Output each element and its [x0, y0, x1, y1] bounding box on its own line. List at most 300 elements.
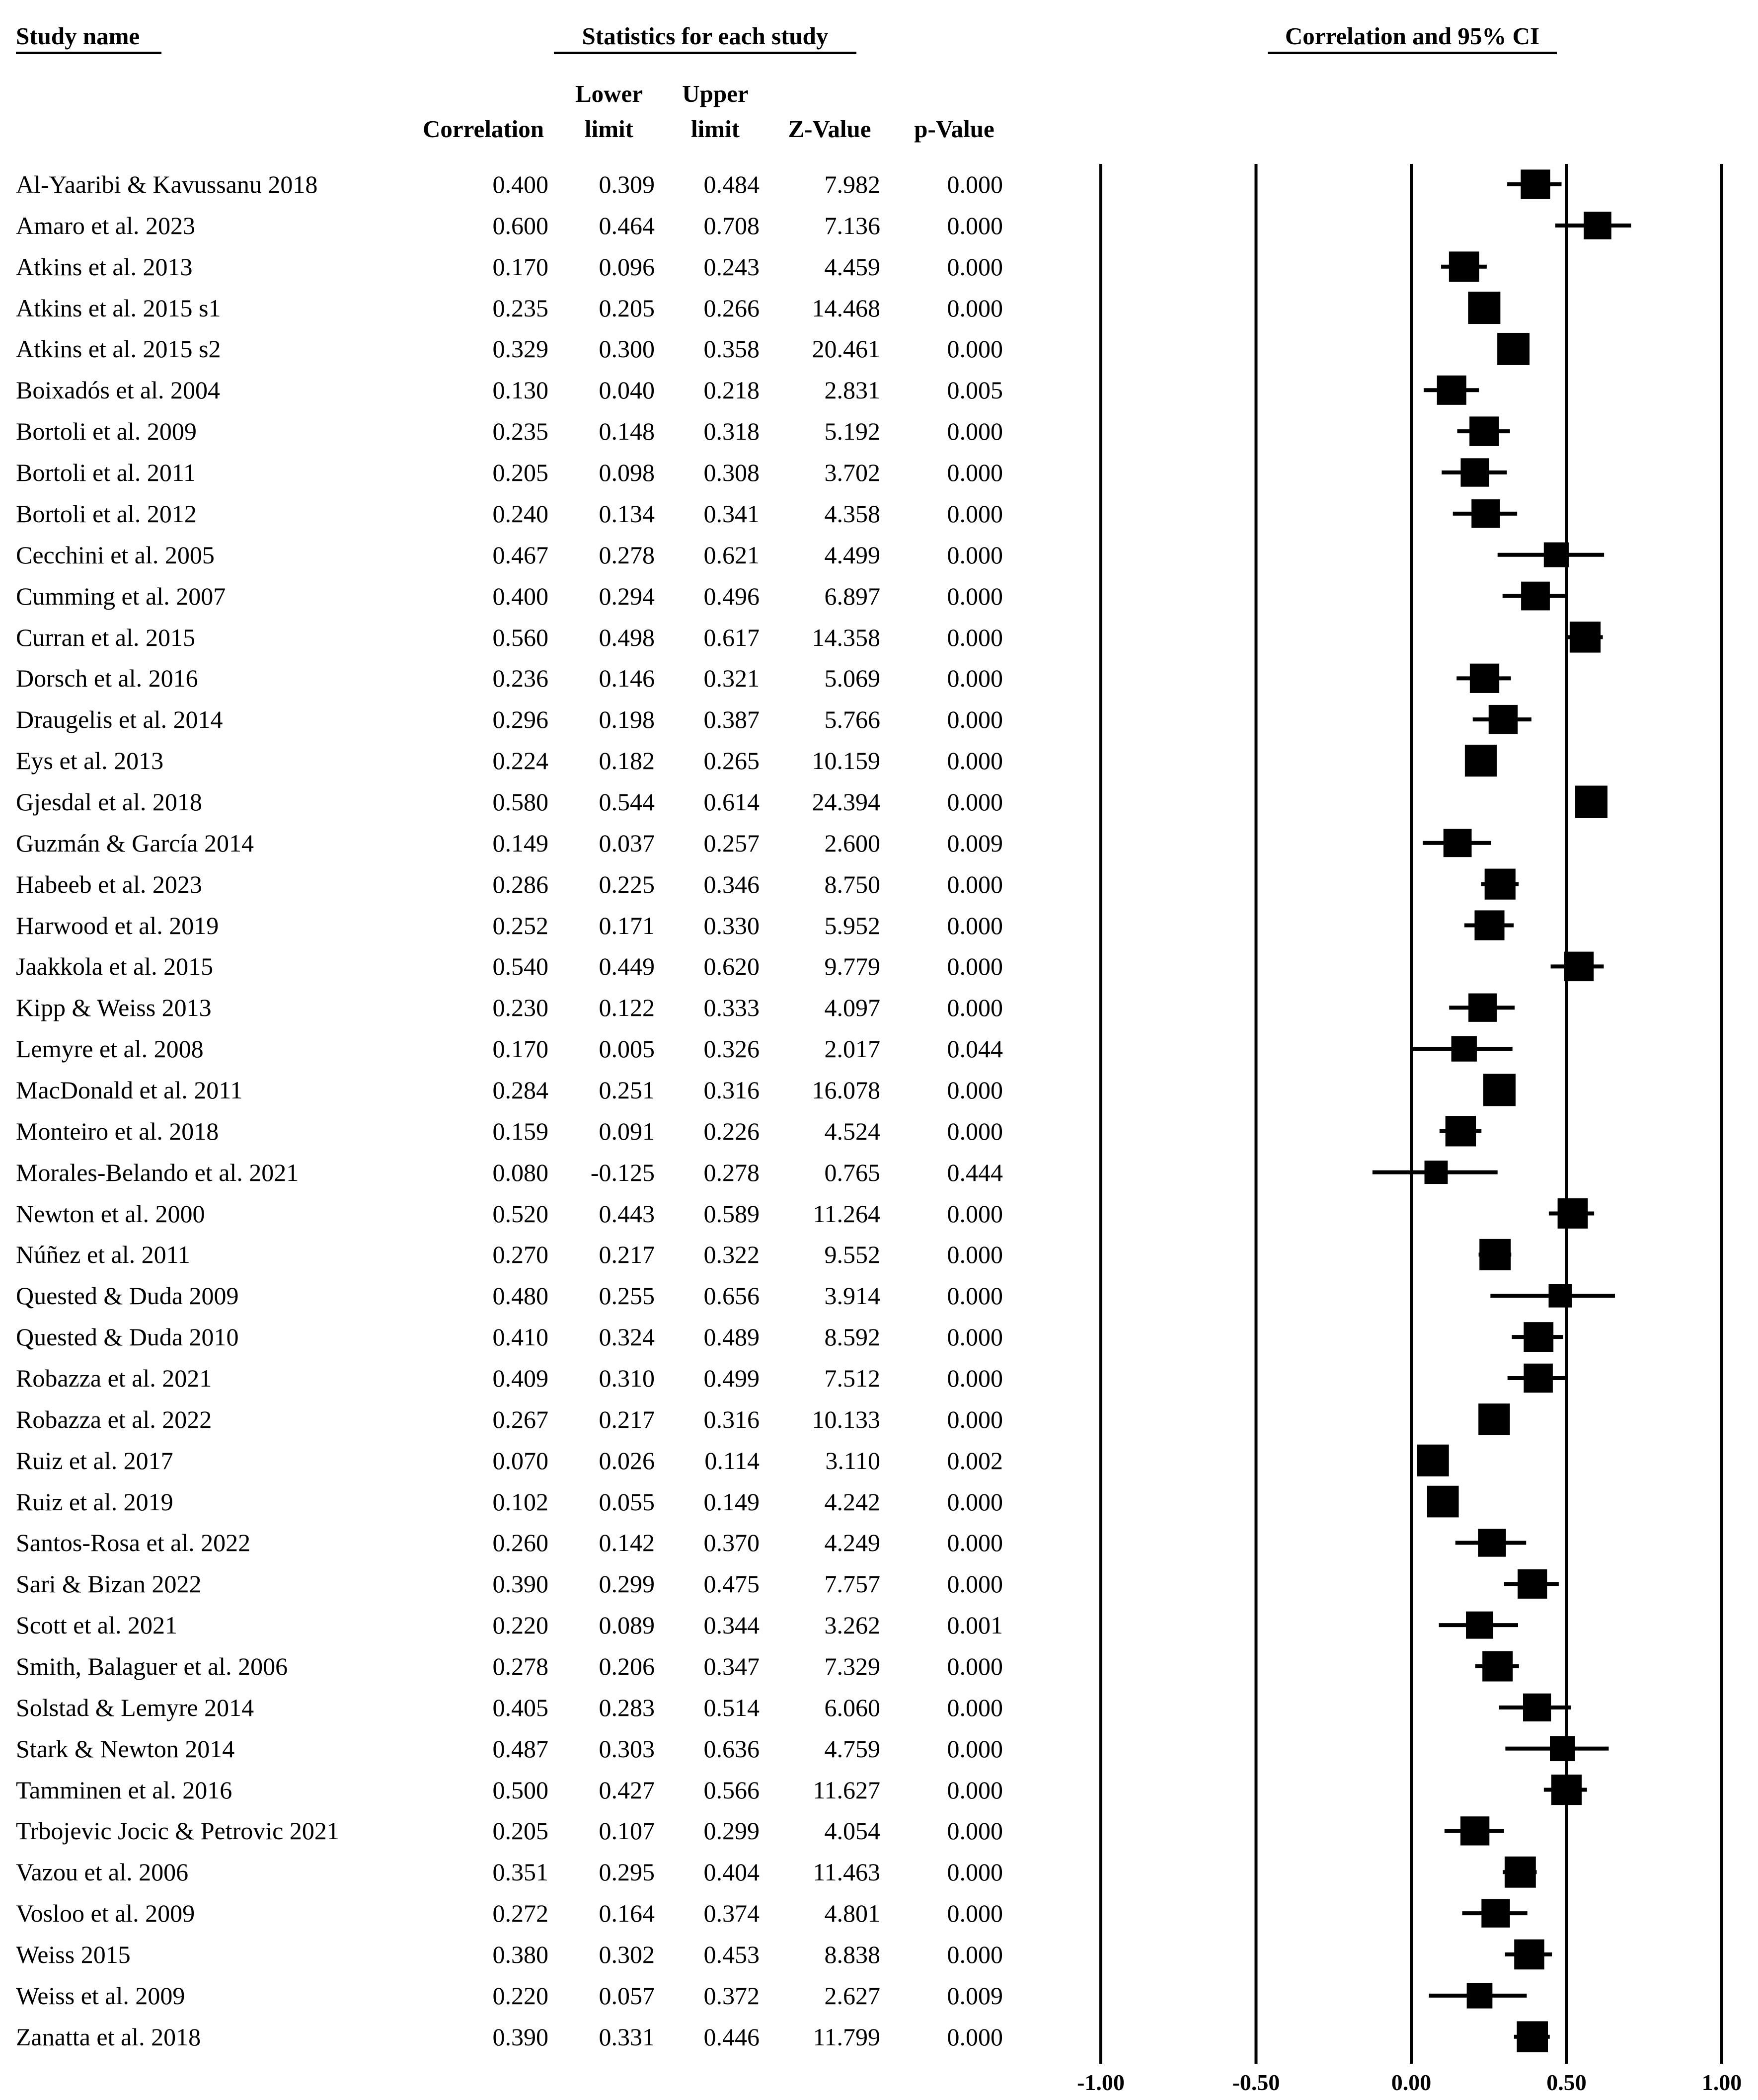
upper-limit-cell: 0.149 [703, 1487, 760, 1516]
z-value-cell: 2.600 [824, 829, 880, 857]
p-value-cell: 0.000 [947, 1570, 1003, 1598]
z-value-cell: 4.801 [824, 1899, 880, 1928]
study-name-cell: Weiss 2015 [16, 1941, 131, 1968]
upper-limit-cell: 0.308 [703, 459, 760, 486]
p-value-cell: 0.000 [947, 952, 1003, 981]
study-name-cell: Robazza et al. 2021 [16, 1364, 212, 1392]
effect-square [1550, 1736, 1575, 1761]
p-value-cell: 0.000 [947, 1899, 1003, 1928]
lower-limit-cell: 0.303 [599, 1734, 655, 1763]
upper-limit-cell: 0.243 [703, 252, 760, 281]
correlation-cell: 0.520 [492, 1199, 548, 1228]
upper-limit-cell: 0.374 [703, 1899, 760, 1928]
study-name-cell: Weiss et al. 2009 [16, 1981, 185, 2010]
study-name-cell: Tamminen et al. 2016 [16, 1776, 232, 1804]
lower-limit-cell: 0.278 [599, 541, 655, 569]
effect-square [1524, 1322, 1553, 1352]
upper-limit-cell: 0.372 [703, 1981, 760, 2010]
correlation-cell: 0.400 [492, 582, 548, 610]
lower-limit-cell: 0.309 [599, 170, 655, 198]
correlation-cell: 0.329 [492, 335, 548, 363]
table-row [0, 1610, 1043, 1640]
study-name-cell: Newton et al. 2000 [16, 1199, 205, 1228]
upper-limit-cell: 0.316 [703, 1405, 760, 1433]
column-header-upper-line1: Upper [682, 80, 749, 107]
correlation-cell: 0.224 [492, 747, 548, 775]
z-value-cell: 4.054 [824, 1817, 880, 1845]
correlation-cell: 0.102 [492, 1487, 548, 1516]
z-value-cell: 4.459 [824, 252, 880, 281]
effect-square [1479, 1239, 1511, 1270]
p-value-cell: 0.000 [947, 2022, 1003, 2051]
effect-square [1437, 376, 1466, 405]
table-row [0, 1075, 1043, 1105]
study-name-cell: Atkins et al. 2015 s2 [16, 335, 221, 363]
z-value-cell: 4.097 [824, 994, 880, 1022]
upper-limit-cell: 0.299 [703, 1817, 760, 1845]
table-row [0, 787, 1043, 817]
correlation-cell: 0.480 [492, 1282, 548, 1310]
correlation-cell: 0.580 [492, 787, 548, 816]
p-value-cell: 0.000 [947, 705, 1003, 734]
p-value-cell: 0.000 [947, 294, 1003, 322]
lower-limit-cell: 0.310 [599, 1364, 655, 1392]
lower-limit-cell: 0.055 [599, 1487, 655, 1516]
p-value-cell: 0.000 [947, 1241, 1003, 1269]
lower-limit-cell: 0.098 [599, 459, 655, 486]
lower-limit-cell: 0.171 [599, 911, 655, 939]
lower-limit-cell: 0.251 [599, 1076, 655, 1104]
p-value-cell: 0.000 [947, 1282, 1003, 1310]
z-value-cell: 7.512 [824, 1364, 880, 1392]
correlation-cell: 0.080 [492, 1158, 548, 1186]
p-value-cell: 0.000 [947, 1117, 1003, 1145]
p-value-cell: 0.000 [947, 747, 1003, 775]
study-name-cell: Gjesdal et al. 2018 [16, 787, 202, 816]
effect-square [1449, 251, 1479, 282]
effect-square [1505, 1857, 1536, 1888]
correlation-cell: 0.380 [492, 1941, 548, 1968]
z-value-cell: 5.192 [824, 417, 880, 446]
table-row [0, 746, 1043, 776]
lower-limit-cell: 0.091 [599, 1117, 655, 1145]
p-value-cell: 0.000 [947, 1776, 1003, 1804]
lower-limit-cell: 0.057 [599, 1981, 655, 2010]
p-value-cell: 0.000 [947, 1076, 1003, 1104]
table-row [0, 911, 1043, 940]
effect-square [1483, 1074, 1516, 1106]
p-value-cell: 0.000 [947, 1734, 1003, 1763]
table-row [0, 951, 1043, 981]
correlation-cell: 0.351 [492, 1858, 548, 1886]
effect-square [1417, 1445, 1449, 1477]
lower-limit-cell: 0.037 [599, 829, 655, 857]
effect-square [1446, 1116, 1476, 1146]
correlation-cell: 0.272 [492, 1899, 548, 1928]
lower-limit-cell: 0.134 [599, 499, 655, 528]
effect-square [1452, 1036, 1477, 1061]
p-value-cell: 0.000 [947, 541, 1003, 569]
effect-square [1548, 1284, 1572, 1308]
table-row [0, 211, 1043, 240]
correlation-cell: 0.267 [492, 1405, 548, 1433]
z-value-cell: 6.897 [824, 582, 880, 610]
table-row [0, 993, 1043, 1022]
z-value-cell: 24.394 [812, 787, 880, 816]
upper-limit-cell: 0.341 [703, 499, 760, 528]
correlation-cell: 0.270 [492, 1241, 548, 1269]
table-row [0, 1240, 1043, 1269]
p-value-cell: 0.000 [947, 417, 1003, 446]
table-row [0, 1158, 1043, 1187]
lower-limit-cell: 0.464 [599, 211, 655, 239]
lower-limit-cell: 0.544 [599, 787, 655, 816]
effect-square [1466, 1612, 1493, 1639]
p-value-cell: 0.009 [947, 829, 1003, 857]
study-name-header-underline [16, 52, 161, 54]
correlation-cell: 0.240 [492, 499, 548, 528]
table-row [0, 2022, 1043, 2052]
p-value-cell: 0.000 [947, 1323, 1003, 1351]
study-name-cell: Al-Yaaribi & Kavussanu 2018 [16, 170, 318, 198]
correlation-cell: 0.170 [492, 1035, 548, 1063]
effect-square [1470, 664, 1499, 693]
effect-square [1523, 1694, 1551, 1721]
upper-limit-cell: 0.708 [703, 211, 760, 239]
p-value-cell: 0.000 [947, 1817, 1003, 1845]
x-tick-label: -0.50 [1232, 2070, 1280, 2095]
table-row [0, 1898, 1043, 1928]
study-name-cell: Morales-Belando et al. 2021 [16, 1158, 299, 1186]
upper-limit-cell: 0.404 [703, 1858, 760, 1886]
correlation-cell: 0.296 [492, 705, 548, 734]
lower-limit-cell: 0.122 [599, 994, 655, 1022]
study-name-cell: Habeeb et al. 2023 [16, 870, 202, 898]
p-value-cell: 0.000 [947, 1529, 1003, 1557]
z-value-cell: 3.262 [824, 1611, 880, 1639]
table-row [0, 1734, 1043, 1764]
correlation-cell: 0.390 [492, 1570, 548, 1598]
z-value-cell: 7.757 [824, 1570, 880, 1598]
upper-limit-cell: 0.617 [703, 623, 760, 651]
lower-limit-cell: 0.225 [599, 870, 655, 898]
lower-limit-cell: 0.283 [599, 1693, 655, 1721]
effect-square [1558, 1198, 1588, 1229]
study-name-cell: Bortoli et al. 2012 [16, 499, 197, 528]
correlation-cell: 0.400 [492, 170, 548, 198]
z-value-cell: 3.914 [824, 1282, 880, 1310]
effect-square [1564, 952, 1594, 981]
effect-square [1584, 212, 1611, 239]
upper-limit-cell: 0.333 [703, 994, 760, 1022]
upper-limit-cell: 0.614 [703, 787, 760, 816]
correlation-cell: 0.487 [492, 1734, 548, 1763]
z-value-cell: 7.329 [824, 1652, 880, 1680]
correlation-cell: 0.235 [492, 417, 548, 446]
x-tick-label: 1.00 [1701, 2070, 1742, 2095]
z-value-cell: 4.499 [824, 541, 880, 569]
z-value-cell: 14.358 [812, 623, 880, 651]
column-header-p-value: p-Value [914, 115, 994, 143]
table-row [0, 1199, 1043, 1229]
correlation-cell: 0.235 [492, 294, 548, 322]
z-value-cell: 6.060 [824, 1693, 880, 1721]
correlation-cell: 0.284 [492, 1076, 548, 1104]
upper-limit-cell: 0.257 [703, 829, 760, 857]
upper-limit-cell: 0.496 [703, 582, 760, 610]
effect-square [1575, 785, 1607, 818]
table-row [0, 869, 1043, 899]
correlation-cell: 0.500 [492, 1776, 548, 1804]
effect-square [1460, 458, 1489, 486]
study-name-cell: Harwood et al. 2019 [16, 911, 219, 939]
p-value-cell: 0.001 [947, 1611, 1003, 1639]
table-row [0, 1446, 1043, 1476]
study-name-cell: Amaro et al. 2023 [16, 211, 196, 239]
effect-square [1471, 499, 1500, 528]
upper-limit-cell: 0.344 [703, 1611, 760, 1639]
study-name-cell: Stark & Newton 2014 [16, 1734, 235, 1763]
upper-limit-cell: 0.218 [703, 376, 760, 404]
table-row [0, 1363, 1043, 1393]
upper-limit-cell: 0.566 [703, 1776, 760, 1804]
lower-limit-cell: 0.096 [599, 252, 655, 281]
study-name-cell: Atkins et al. 2013 [16, 252, 193, 281]
effect-square [1570, 622, 1601, 652]
lower-limit-cell: 0.498 [599, 623, 655, 651]
z-value-cell: 8.592 [824, 1323, 880, 1351]
upper-limit-cell: 0.326 [703, 1035, 760, 1063]
table-row [0, 458, 1043, 487]
z-value-cell: 4.249 [824, 1529, 880, 1557]
upper-limit-cell: 0.318 [703, 417, 760, 446]
study-name-cell: Quested & Duda 2009 [16, 1282, 239, 1310]
z-value-cell: 4.358 [824, 499, 880, 528]
study-name-cell: Draugelis et al. 2014 [16, 705, 223, 734]
lower-limit-cell: 0.294 [599, 582, 655, 610]
p-value-cell: 0.000 [947, 1652, 1003, 1680]
z-value-cell: 8.750 [824, 870, 880, 898]
lower-limit-cell: 0.005 [599, 1035, 655, 1063]
z-value-cell: 7.136 [824, 211, 880, 239]
p-value-cell: 0.005 [947, 376, 1003, 404]
table-row [0, 663, 1043, 693]
upper-limit-cell: 0.620 [703, 952, 760, 981]
z-value-cell: 16.078 [812, 1076, 880, 1104]
table-row [0, 293, 1043, 323]
correlation-cell: 0.220 [492, 1611, 548, 1639]
upper-limit-cell: 0.114 [704, 1446, 760, 1475]
z-value-cell: 11.627 [813, 1776, 880, 1804]
z-value-cell: 7.982 [824, 170, 880, 198]
z-value-cell: 8.838 [824, 1941, 880, 1968]
effect-square [1474, 910, 1504, 940]
effect-square [1478, 1529, 1506, 1556]
correlation-cell: 0.205 [492, 1817, 548, 1845]
effect-square [1444, 829, 1472, 857]
lower-limit-cell: 0.205 [599, 294, 655, 322]
upper-limit-cell: 0.316 [703, 1076, 760, 1104]
correlation-cell: 0.170 [492, 252, 548, 281]
study-name-cell: Jaakkola et al. 2015 [16, 952, 214, 981]
study-name-cell: Dorsch et al. 2016 [16, 664, 198, 693]
study-name-cell: Bortoli et al. 2009 [16, 417, 197, 446]
table-row [0, 169, 1043, 199]
effect-square [1468, 994, 1497, 1022]
correlation-cell: 0.560 [492, 623, 548, 651]
lower-limit-cell: 0.427 [599, 1776, 655, 1804]
lower-limit-cell: 0.217 [599, 1405, 655, 1433]
correlation-cell: 0.278 [492, 1652, 548, 1680]
effect-square [1427, 1486, 1459, 1518]
lower-limit-cell: 0.255 [599, 1282, 655, 1310]
z-value-cell: 4.759 [824, 1734, 880, 1763]
column-header-z-value: Z-Value [788, 115, 871, 143]
p-value-cell: 0.000 [947, 499, 1003, 528]
lower-limit-cell: 0.164 [599, 1899, 655, 1928]
correlation-cell: 0.230 [492, 994, 548, 1022]
column-header-correlation: Correlation [422, 115, 544, 143]
p-value-cell: 0.000 [947, 664, 1003, 693]
correlation-cell: 0.159 [492, 1117, 548, 1145]
correlation-cell: 0.390 [492, 2022, 548, 2051]
z-value-cell: 5.952 [824, 911, 880, 939]
lower-limit-cell: 0.040 [599, 376, 655, 404]
correlation-cell: 0.410 [492, 1323, 548, 1351]
effect-square [1514, 1940, 1544, 1970]
effect-square [1518, 1569, 1547, 1599]
study-name-cell: Monteiro et al. 2018 [16, 1117, 219, 1145]
upper-limit-cell: 0.484 [703, 170, 760, 198]
table-row [0, 1281, 1043, 1311]
z-value-cell: 3.110 [825, 1446, 880, 1475]
p-value-cell: 0.444 [947, 1158, 1003, 1186]
study-name-cell: Trbojevic Jocic & Petrovic 2021 [16, 1817, 339, 1845]
study-name-cell: Lemyre et al. 2008 [16, 1035, 204, 1063]
table-row [0, 704, 1043, 734]
p-value-cell: 0.000 [947, 1858, 1003, 1886]
study-name-cell: Zanatta et al. 2018 [16, 2022, 201, 2051]
effect-square [1521, 582, 1550, 611]
study-name-cell: Santos-Rosa et al. 2022 [16, 1529, 251, 1557]
lower-limit-cell: 0.206 [599, 1652, 655, 1680]
table-row [0, 1651, 1043, 1681]
study-name-cell: Boixadós et al. 2004 [16, 376, 221, 404]
z-value-cell: 9.552 [824, 1241, 880, 1269]
p-value-cell: 0.044 [947, 1035, 1003, 1063]
z-value-cell: 11.264 [813, 1199, 880, 1228]
table-row [0, 1981, 1043, 2011]
p-value-cell: 0.002 [947, 1446, 1003, 1475]
statistics-header-underline [554, 52, 856, 54]
correlation-cell: 0.070 [492, 1446, 548, 1475]
x-tick-label: -1.00 [1077, 2070, 1125, 2095]
effect-square [1481, 1899, 1510, 1927]
p-value-cell: 0.000 [947, 335, 1003, 363]
z-value-cell: 0.765 [824, 1158, 880, 1186]
table-row [0, 828, 1043, 858]
z-value-cell: 11.463 [813, 1858, 880, 1886]
lower-limit-cell: 0.142 [599, 1529, 655, 1557]
lower-limit-cell: 0.443 [599, 1199, 655, 1228]
upper-limit-cell: 0.370 [703, 1529, 760, 1557]
effect-square [1482, 1651, 1513, 1681]
study-name-cell: Kipp & Weiss 2013 [16, 994, 212, 1022]
p-value-cell: 0.000 [947, 252, 1003, 281]
lower-limit-cell: 0.182 [599, 747, 655, 775]
z-value-cell: 20.461 [812, 335, 880, 363]
effect-square [1497, 333, 1529, 365]
column-header-lower-line1: Lower [575, 80, 643, 107]
lower-limit-cell: -0.125 [590, 1158, 655, 1186]
study-name-cell: Núñez et al. 2011 [16, 1241, 190, 1269]
correlation-cell: 0.467 [492, 541, 548, 569]
z-value-cell: 2.627 [824, 1981, 880, 2010]
lower-limit-cell: 0.146 [599, 664, 655, 693]
p-value-cell: 0.000 [947, 211, 1003, 239]
x-tick-label: 0.50 [1546, 2070, 1587, 2095]
upper-limit-cell: 0.226 [703, 1117, 760, 1145]
z-value-cell: 3.702 [824, 459, 880, 486]
table-row [0, 622, 1043, 652]
p-value-cell: 0.000 [947, 787, 1003, 816]
effect-square [1465, 745, 1497, 777]
lower-limit-cell: 0.107 [599, 1817, 655, 1845]
study-name-cell: Bortoli et al. 2011 [16, 459, 196, 486]
table-row [0, 375, 1043, 405]
effect-square [1551, 1775, 1582, 1805]
study-name-cell: Eys et al. 2013 [16, 747, 164, 775]
table-row [0, 1034, 1043, 1064]
p-value-cell: 0.000 [947, 1487, 1003, 1516]
p-value-cell: 0.000 [947, 459, 1003, 486]
effect-square [1521, 169, 1550, 199]
upper-limit-cell: 0.453 [703, 1941, 760, 1968]
correlation-cell: 0.205 [492, 459, 548, 486]
table-row [0, 499, 1043, 529]
p-value-cell: 0.000 [947, 170, 1003, 198]
z-value-cell: 5.069 [824, 664, 880, 693]
upper-limit-cell: 0.322 [703, 1241, 760, 1269]
table-row [0, 252, 1043, 282]
upper-limit-cell: 0.656 [703, 1282, 760, 1310]
upper-limit-cell: 0.278 [703, 1158, 760, 1186]
upper-limit-cell: 0.346 [703, 870, 760, 898]
table-row [0, 540, 1043, 570]
upper-limit-cell: 0.266 [703, 294, 760, 322]
table-row [0, 334, 1043, 364]
table-row [0, 1857, 1043, 1887]
z-value-cell: 11.799 [813, 2022, 880, 2051]
upper-limit-cell: 0.589 [703, 1199, 760, 1228]
lower-limit-cell: 0.331 [599, 2022, 655, 2051]
column-header-upper-line2: limit [691, 115, 740, 143]
table-row [0, 1487, 1043, 1517]
upper-limit-cell: 0.446 [703, 2022, 760, 2051]
upper-limit-cell: 0.330 [703, 911, 760, 939]
study-name-cell: Ruiz et al. 2017 [16, 1446, 173, 1475]
lower-limit-cell: 0.198 [599, 705, 655, 734]
table-row [0, 1528, 1043, 1557]
correlation-cell: 0.236 [492, 664, 548, 693]
z-value-cell: 10.133 [812, 1405, 880, 1433]
correlation-cell: 0.409 [492, 1364, 548, 1392]
effect-square [1469, 416, 1499, 446]
correlation-cell: 0.130 [492, 376, 548, 404]
study-name-cell: Smith, Balaguer et al. 2006 [16, 1652, 288, 1680]
study-name-cell: Sari & Bizan 2022 [16, 1570, 202, 1598]
z-value-cell: 9.779 [824, 952, 880, 981]
